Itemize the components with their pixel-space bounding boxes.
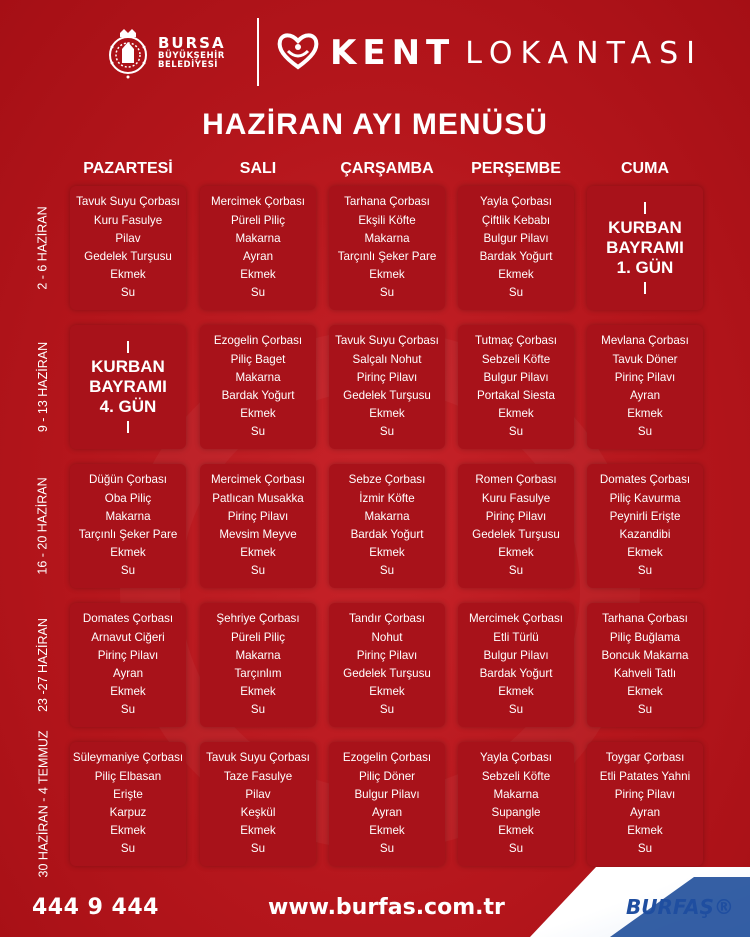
menu-item: Patlıcan Musakka [212, 491, 304, 505]
menu-item: Ekmek [240, 268, 276, 282]
menu-item: Mercimek Çorbası [210, 195, 306, 209]
menu-item: Erişte [113, 787, 143, 801]
header-divider [257, 18, 259, 86]
holiday-bar [127, 421, 129, 433]
menu-item: Ekmek [240, 685, 276, 699]
menu-item: Ekmek [110, 546, 146, 560]
menu-item: Püreli Piliç [230, 213, 286, 227]
menu-item: Ekmek [498, 407, 534, 421]
menu-item: Tarhana Çorbası [344, 195, 430, 209]
menu-item: Makarna [364, 509, 410, 523]
footer-phone: 444 9 444 [32, 895, 159, 920]
menu-item: Toygar Çorbası [605, 751, 685, 765]
menu-item: Ayran [629, 389, 661, 402]
menu-cell-wednesday [329, 325, 445, 449]
menu-item: Piliç Buğlama [609, 630, 681, 644]
menu-item: Su [379, 425, 395, 439]
menu-item: Ezogelin Çorbası [342, 751, 432, 765]
menu-item: Karpuz [109, 806, 147, 819]
menu-item: Su [250, 703, 266, 717]
week-label-text: 16 - 20 HAZİRAN [36, 477, 51, 575]
menu-item: Ayran [112, 667, 144, 680]
menu-item: Ekmek [498, 685, 534, 699]
menu-item: Su [637, 425, 653, 439]
menu-item: Mercimek Çorbası [210, 473, 306, 487]
week-label-text: 2 - 6 HAZİRAN [36, 206, 51, 290]
menu-item: Domates Çorbası [82, 612, 174, 626]
week-label [32, 464, 54, 588]
bursa-sub-2: BELEDİYESİ [158, 59, 218, 70]
menu-item: Pilav [115, 231, 141, 245]
menu-cell-monday [70, 742, 186, 866]
menu-item: Keşkül [240, 806, 276, 819]
menu-item: Ekmek [369, 824, 405, 838]
menu-item: Domates Çorbası [599, 473, 691, 487]
menu-item: Düğün Çorbası [89, 473, 167, 487]
page-title: HAZİRAN AYI MENÜSÜ [202, 108, 548, 141]
menu-item: Ayran [371, 806, 403, 819]
week-label [32, 186, 54, 310]
day-header-thursday: PERŞEMBE [471, 160, 561, 177]
menu-item: Bardak Yoğurt [221, 389, 295, 402]
menu-item: Su [120, 286, 136, 300]
menu-item: Tarçınlı Şeker Pare [337, 250, 437, 263]
menu-item: Su [508, 703, 524, 717]
menu-item: Bardak Yoğurt [479, 667, 553, 680]
menu-item: Ekmek [369, 407, 405, 421]
menu-item: Sebze Çorbası [348, 473, 426, 487]
menu-cell-friday [587, 742, 703, 866]
day-header-monday: PAZARTESİ [83, 160, 173, 177]
menu-item: Sebzeli Köfte [481, 352, 551, 366]
menu-item: Su [637, 703, 653, 717]
menu-item: Pilav [245, 787, 271, 801]
menu-item: Ekmek [627, 824, 663, 838]
burfas-logo: BURFAŞ® [626, 895, 734, 919]
week-label [32, 603, 54, 727]
menu-item: Su [250, 842, 266, 856]
menu-item: Tavuk Döner [612, 352, 678, 366]
menu-item: Portakal Siesta [477, 389, 555, 402]
menu-item: Mercimek Çorbası [468, 612, 564, 626]
menu-item: Pirinç Pilavı [614, 370, 676, 384]
menu-item: Su [120, 703, 136, 717]
menu-item: Ekmek [627, 685, 663, 699]
holiday-text: KURBAN [91, 357, 165, 376]
menu-item: Romen Çorbası [475, 473, 557, 487]
menu-item: Boncuk Makarna [601, 648, 689, 662]
menu-item: Tarçınlım [234, 667, 282, 680]
menu-item: Ekmek [110, 268, 146, 282]
menu-item: Gedelek Turşusu [343, 389, 431, 402]
bursa-crest-icon [106, 25, 150, 81]
menu-item: Bulgur Pilavı [483, 231, 549, 245]
week-label-text: 9 - 13 HAZİRAN [36, 341, 50, 433]
menu-item: Kuru Fasulye [93, 213, 163, 227]
menu-item: Nohut [371, 630, 403, 644]
menu-cell-wednesday [329, 186, 445, 310]
menu-item: Kuru Fasulye [481, 491, 551, 505]
holiday-text: BAYRAMI [89, 377, 167, 396]
menu-item: Ekmek [110, 685, 146, 699]
menu-item: Süleymaniye Çorbası [72, 751, 184, 765]
menu-item: Su [508, 564, 524, 578]
menu-item: Ekmek [110, 824, 146, 838]
menu-item: Tavuk Suyu Çorbası [76, 195, 180, 209]
menu-cell-thursday [458, 603, 574, 727]
menu-item: Kahveli Tatlı [613, 667, 677, 680]
menu-item: Su [637, 564, 653, 578]
menu-item: Bulgur Pilavı [354, 787, 420, 801]
menu-item: Tavuk Suyu Çorbası [206, 751, 310, 765]
menu-item: Püreli Piliç [230, 630, 286, 644]
menu-item: Arnavut Ciğeri [91, 630, 165, 644]
kent-word: KENT [330, 33, 456, 73]
menu-item: Pirinç Pilavı [356, 370, 418, 384]
menu-item: Ekşili Köfte [358, 213, 416, 227]
week-label [32, 730, 54, 878]
menu-item: Su [120, 842, 136, 856]
menu-item: Pirinç Pilavı [356, 648, 418, 662]
menu-item: Piliç Baget [230, 352, 286, 366]
day-header-friday: CUMA [621, 160, 669, 177]
day-header-wednesday: ÇARŞAMBA [340, 160, 434, 177]
menu-item: Makarna [235, 370, 281, 384]
menu-item: Yayla Çorbası [480, 751, 552, 765]
menu-cell-friday [587, 325, 703, 449]
holiday-cell-monday [70, 325, 186, 449]
menu-item: Çiftlik Kebabı [481, 213, 551, 227]
menu-item: Tavuk Suyu Çorbası [335, 334, 439, 348]
menu-item: Mevsim Meyve [219, 528, 297, 541]
menu-item: Su [379, 703, 395, 717]
menu-cell-friday [587, 464, 703, 588]
menu-item: Kazandibi [619, 528, 671, 541]
menu-item: Bulgur Pilavı [483, 648, 549, 662]
menu-item: Şehriye Çorbası [216, 612, 300, 626]
menu-cell-thursday [458, 186, 574, 310]
holiday-bar [127, 341, 129, 353]
menu-item: Ekmek [240, 824, 276, 838]
menu-cell-tuesday [200, 186, 316, 310]
menu-item: Taze Fasulye [223, 769, 293, 783]
menu-item: Makarna [235, 648, 281, 662]
menu-item: Supangle [491, 806, 541, 819]
heart-bowl-icon [276, 31, 320, 75]
holiday-cell-friday [587, 186, 703, 310]
menu-item: Tandır Çorbası [348, 612, 426, 626]
menu-item: Ekmek [240, 407, 276, 421]
menu-item: Piliç Döner [358, 769, 416, 783]
menu-cell-tuesday [200, 603, 316, 727]
menu-item: Oba Piliç [104, 491, 152, 505]
menu-item: Sebzeli Köfte [481, 769, 551, 783]
menu-item: Yayla Çorbası [480, 195, 552, 209]
holiday-bar [644, 282, 646, 294]
menu-item: Mevlana Çorbası [601, 334, 689, 348]
holiday-text: 1. GÜN [616, 258, 674, 277]
menu-item: Makarna [235, 231, 281, 245]
menu-item: Su [379, 564, 395, 578]
menu-cell-monday [70, 464, 186, 588]
menu-item: Ekmek [369, 546, 405, 560]
menu-item: Pirinç Pilavı [227, 509, 289, 523]
menu-item: Ayran [629, 806, 661, 819]
menu-item: Tutmaç Çorbası [474, 334, 558, 348]
menu-item: Ekmek [498, 546, 534, 560]
menu-item: Pirinç Pilavı [614, 787, 676, 801]
bursa-sub-1: BÜYÜKŞEHİR [158, 50, 225, 61]
menu-item: Pirinç Pilavı [97, 648, 159, 662]
menu-cell-tuesday [200, 464, 316, 588]
menu-item: Piliç Elbasan [94, 769, 162, 783]
menu-item: Piliç Kavurma [609, 491, 681, 505]
kent-lokantasi-logo [276, 28, 703, 78]
menu-item: Makarna [364, 231, 410, 245]
menu-item: Su [120, 564, 136, 578]
bursa-name: BURSA [158, 34, 226, 53]
menu-item: Ekmek [369, 268, 405, 282]
week-label-text: 30 HAZİRAN - 4 TEMMUZ [36, 730, 51, 878]
holiday-text: KURBAN [608, 218, 682, 237]
holiday-text: BAYRAMI [606, 238, 684, 257]
menu-item: Etli Türlü [493, 630, 539, 644]
menu-cell-monday [70, 603, 186, 727]
menu-item: Ezogelin Çorbası [213, 334, 303, 348]
menu-item: Gedelek Turşusu [472, 528, 560, 541]
menu-item: Bardak Yoğurt [479, 250, 553, 263]
menu-item: Su [250, 286, 266, 300]
menu-item: Ekmek [627, 407, 663, 421]
menu-cell-tuesday [200, 325, 316, 449]
week-label-text: 23 -27 HAZİRAN [36, 618, 50, 712]
menu-cell-wednesday [329, 603, 445, 727]
menu-item: Ekmek [498, 824, 534, 838]
footer-website: www.burfas.com.tr [268, 895, 505, 920]
menu-item: Peynirli Erişte [609, 509, 681, 523]
menu-item: Su [508, 842, 524, 856]
menu-item: Su [508, 425, 524, 439]
menu-item: Su [508, 286, 524, 300]
menu-item: Tarçınlı Şeker Pare [78, 528, 178, 541]
menu-item: Etli Patates Yahni [599, 769, 691, 783]
menu-item: Pirinç Pilavı [485, 509, 547, 523]
holiday-text: 4. GÜN [99, 397, 157, 416]
bursa-municipality-logo [106, 22, 256, 84]
menu-item: Tarhana Çorbası [602, 612, 688, 626]
day-headers [0, 160, 750, 180]
menu-cell-friday [587, 603, 703, 727]
menu-cell-monday [70, 186, 186, 310]
menu-item: Su [250, 425, 266, 439]
menu-item: Ekmek [498, 268, 534, 282]
lokantasi-word: LOKANTASI [465, 35, 704, 71]
menu-item: Ekmek [369, 685, 405, 699]
menu-item: Bardak Yoğurt [350, 528, 424, 541]
header [0, 0, 750, 105]
menu-item: Gedelek Turşusu [84, 250, 172, 263]
menu-cell-thursday [458, 325, 574, 449]
day-header-tuesday: SALI [239, 160, 277, 177]
menu-item: Su [637, 842, 653, 856]
menu-item: Salçalı Nohut [352, 352, 422, 366]
menu-item: Makarna [493, 787, 539, 801]
menu-cell-tuesday [200, 742, 316, 866]
menu-item: Ekmek [627, 546, 663, 560]
menu-item: Makarna [105, 509, 151, 523]
menu-item: Ekmek [240, 546, 276, 560]
menu-item: Su [379, 286, 395, 300]
menu-item: Su [379, 842, 395, 856]
holiday-bar [644, 202, 646, 214]
week-label [32, 325, 54, 449]
menu-cell-wednesday [329, 742, 445, 866]
menu-cell-thursday [458, 742, 574, 866]
menu-cell-wednesday [329, 464, 445, 588]
menu-item: İzmir Köfte [359, 491, 415, 505]
menu-item: Gedelek Turşusu [343, 667, 431, 680]
menu-cell-thursday [458, 464, 574, 588]
menu-item: Su [250, 564, 266, 578]
menu-item: Bulgur Pilavı [483, 370, 549, 384]
menu-item: Ayran [242, 250, 274, 263]
